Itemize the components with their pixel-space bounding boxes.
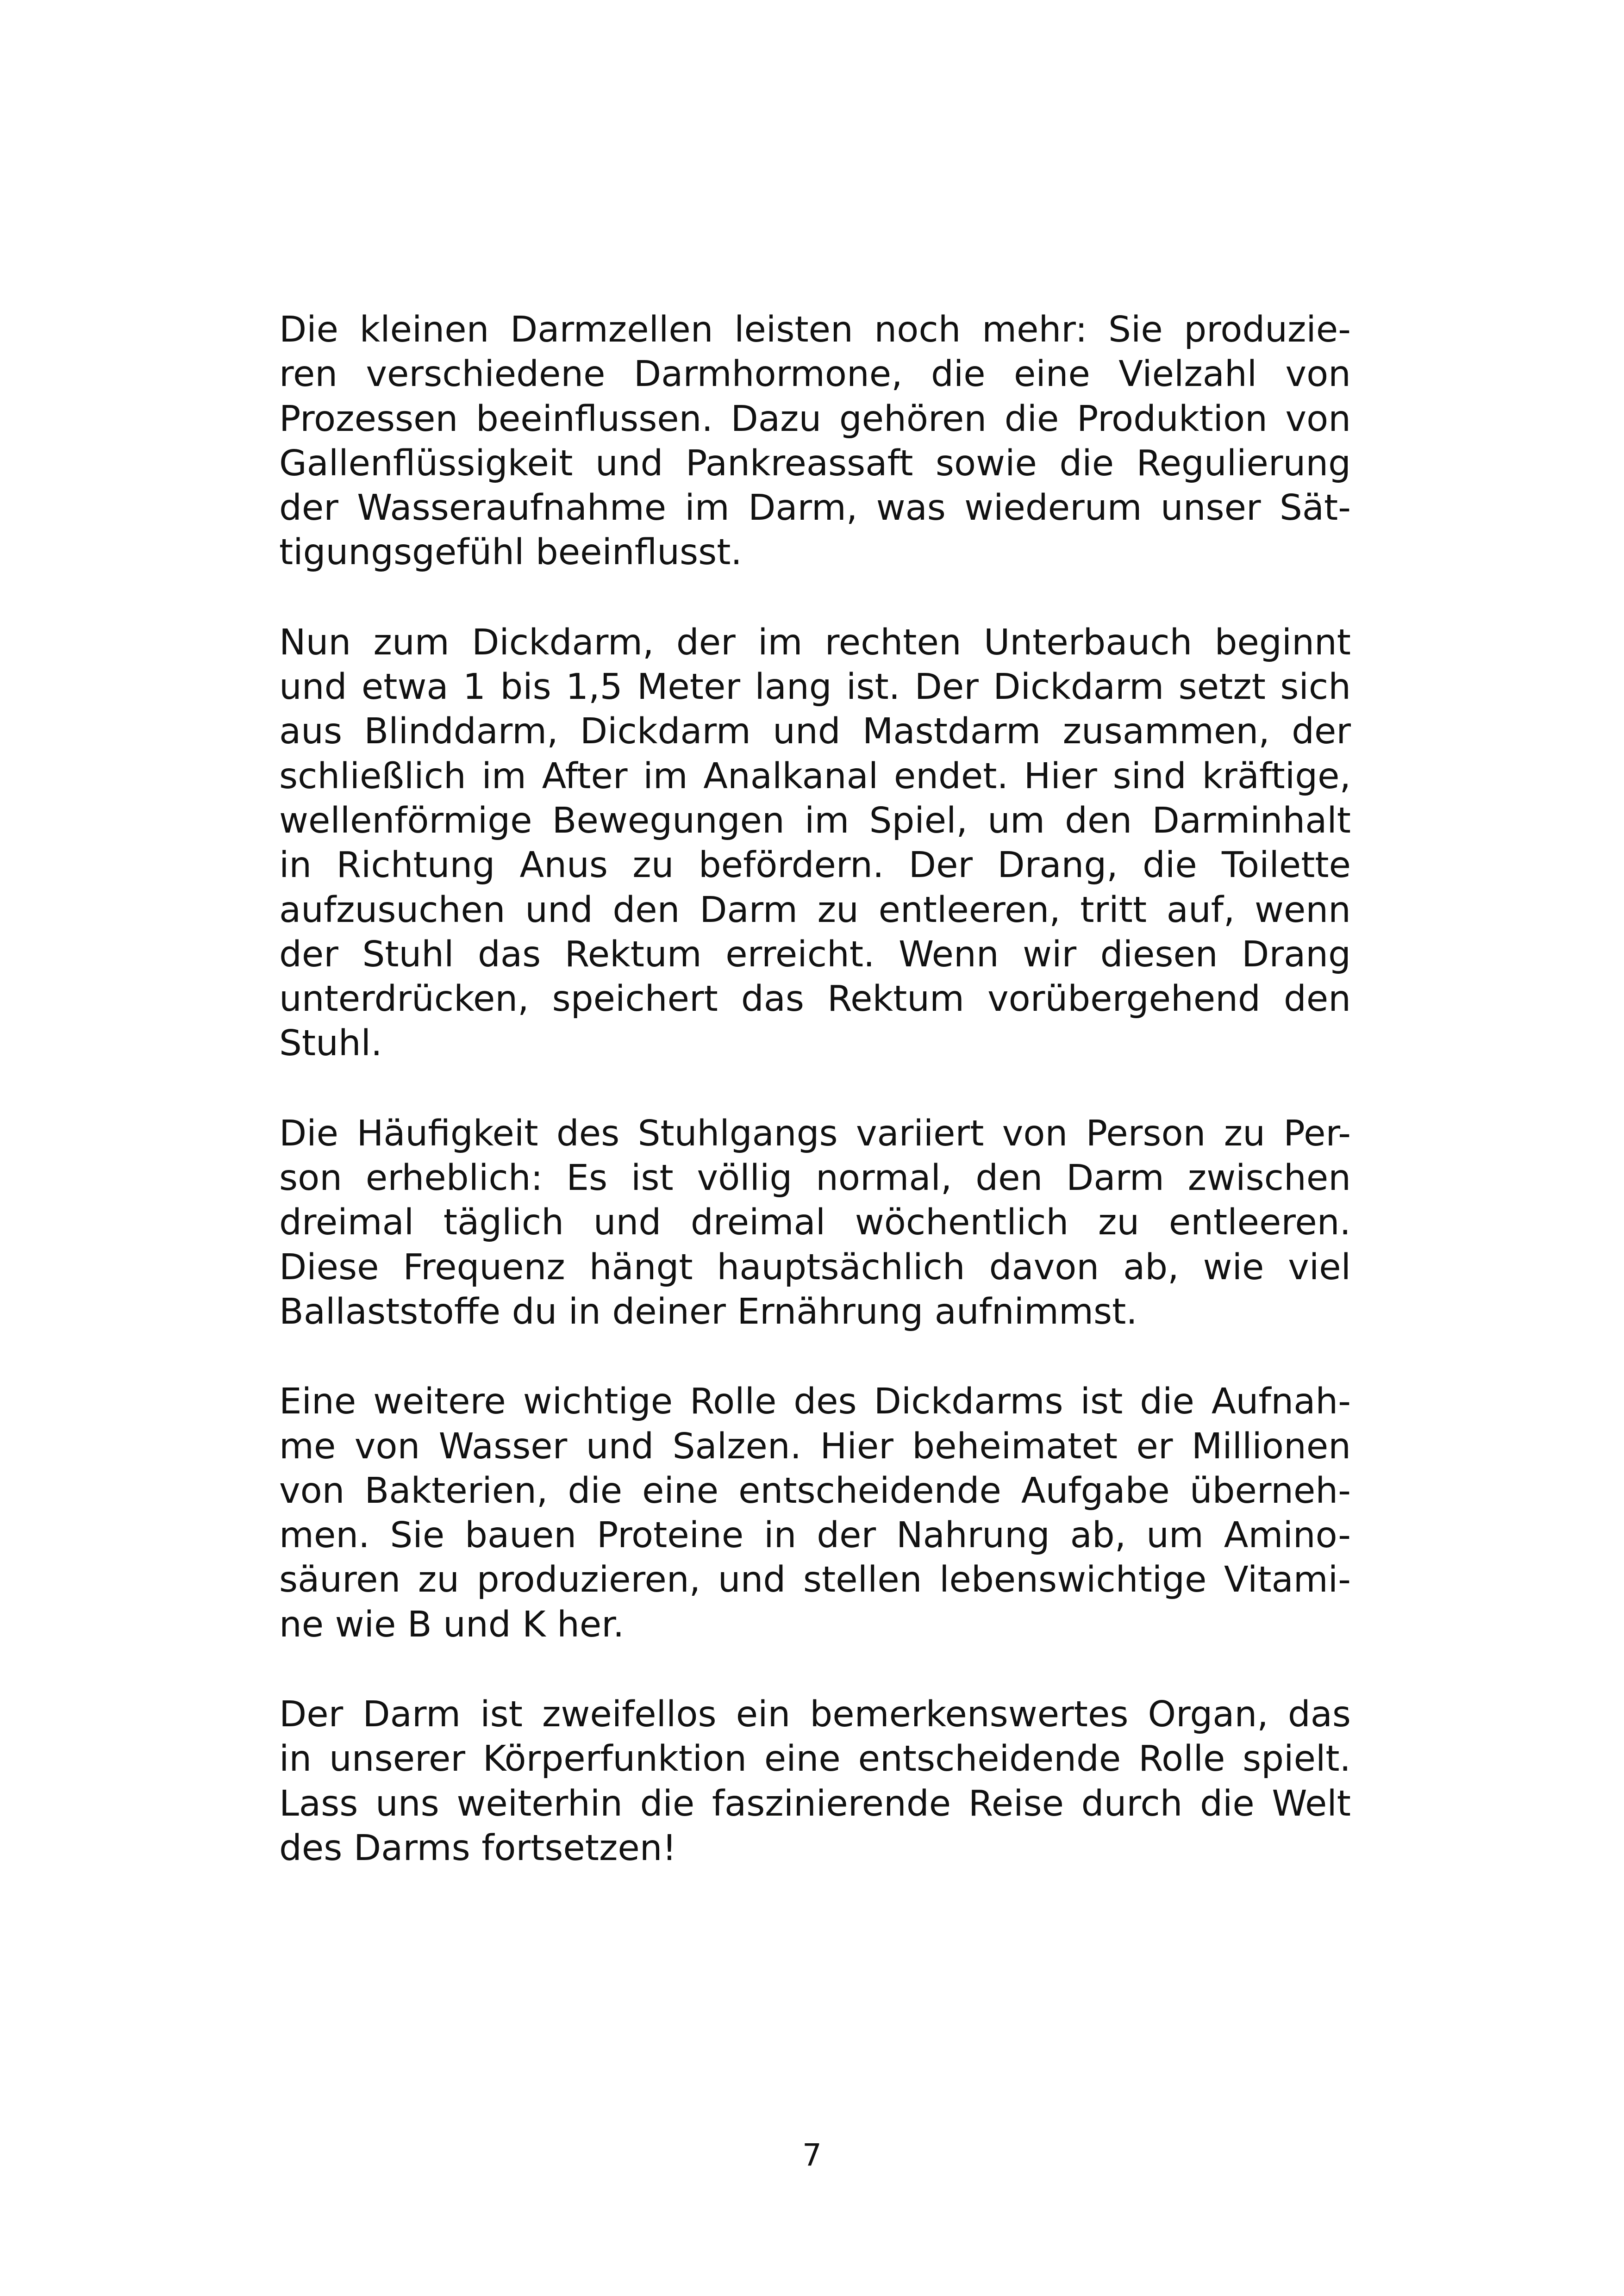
text-line: dreimal täglich und dreimal wöchentlich zu entleeren.: [279, 1202, 1351, 1244]
paragraph-5: [279, 1692, 1351, 1871]
text-line: von Bakterien, die eine entscheidende Aufgabe überneh-: [279, 1470, 1351, 1512]
body-text: [279, 308, 1351, 1916]
paragraph-3: [279, 1112, 1351, 1334]
text-line: Nun zum Dickdarm, der im rechten Unterbauch beginnt: [279, 622, 1351, 663]
paragraph-1: [279, 308, 1351, 575]
text-line: Stuhl.: [279, 1023, 382, 1064]
page-number: 7: [802, 2137, 822, 2173]
text-line: schließlich im After im Analkanal endet. Hier sind kräftige,: [279, 755, 1351, 797]
text-line: men. Sie bauen Proteine in der Nahrung ab, um Amino-: [279, 1515, 1351, 1556]
text-line: Diese Frequenz hängt hauptsächlich davon ab, wie viel: [279, 1246, 1351, 1288]
text-line: Ballaststoffe du in deiner Ernährung aufnimmst.: [279, 1291, 1137, 1332]
text-line: säuren zu produzieren, und stellen lebenswichtige Vitami-: [279, 1559, 1351, 1601]
text-line: me von Wasser und Salzen. Hier beheimatet er Millionen: [279, 1425, 1351, 1467]
text-line: in Richtung Anus zu befördern. Der Drang, die Toilette: [279, 845, 1351, 886]
text-line: Der Darm ist zweifellos ein bemerkenswertes Organ, das: [279, 1694, 1351, 1736]
text-line: Eine weitere wichtige Rolle des Dickdarms ist die Aufnah-: [279, 1381, 1351, 1423]
paragraph-2: [279, 621, 1351, 1066]
text-line: des Darms fortsetzen!: [279, 1827, 677, 1869]
text-line: ne wie B und K her.: [279, 1604, 625, 1645]
text-line: Prozessen beeinflussen. Dazu gehören die Produktion von: [279, 398, 1351, 440]
text-line: unterdrücken, speichert das Rektum vorübergehend den: [279, 978, 1351, 1020]
text-line: aufzusuchen und den Darm zu entleeren, tritt auf, wenn: [279, 889, 1351, 931]
paragraph-4: [279, 1380, 1351, 1647]
text-line: Lass uns weiterhin die faszinierende Reise durch die Welt: [279, 1783, 1351, 1824]
text-line: in unserer Körperfunktion eine entscheidende Rolle spielt.: [279, 1738, 1351, 1780]
text-line: Gallenflüssigkeit und Pankreassaft sowie die Regulierung: [279, 442, 1351, 484]
text-line: der Wasseraufnahme im Darm, was wiederum unser Sät-: [279, 487, 1351, 529]
text-line: ren verschiedene Darmhormone, die eine Vielzahl von: [279, 354, 1351, 395]
text-line: der Stuhl das Rektum erreicht. Wenn wir diesen Drang: [279, 933, 1351, 975]
text-line: son erheblich: Es ist völlig normal, den Darm zwischen: [279, 1157, 1351, 1199]
text-line: Die Häufigkeit des Stuhlgangs variiert von Person zu Per-: [279, 1113, 1351, 1154]
text-line: aus Blinddarm, Dickdarm und Mastdarm zusammen, der: [279, 711, 1351, 753]
text-line: und etwa 1 bis 1,5 Meter lang ist. Der Dickdarm setzt sich: [279, 666, 1351, 708]
text-line: wellenförmige Bewegungen im Spiel, um den Darminhalt: [279, 800, 1351, 841]
text-line: tigungsgefühl beeinflusst.: [279, 532, 742, 573]
text-line: Die kleinen Darmzellen leisten noch mehr: Sie produzie-: [279, 309, 1351, 350]
